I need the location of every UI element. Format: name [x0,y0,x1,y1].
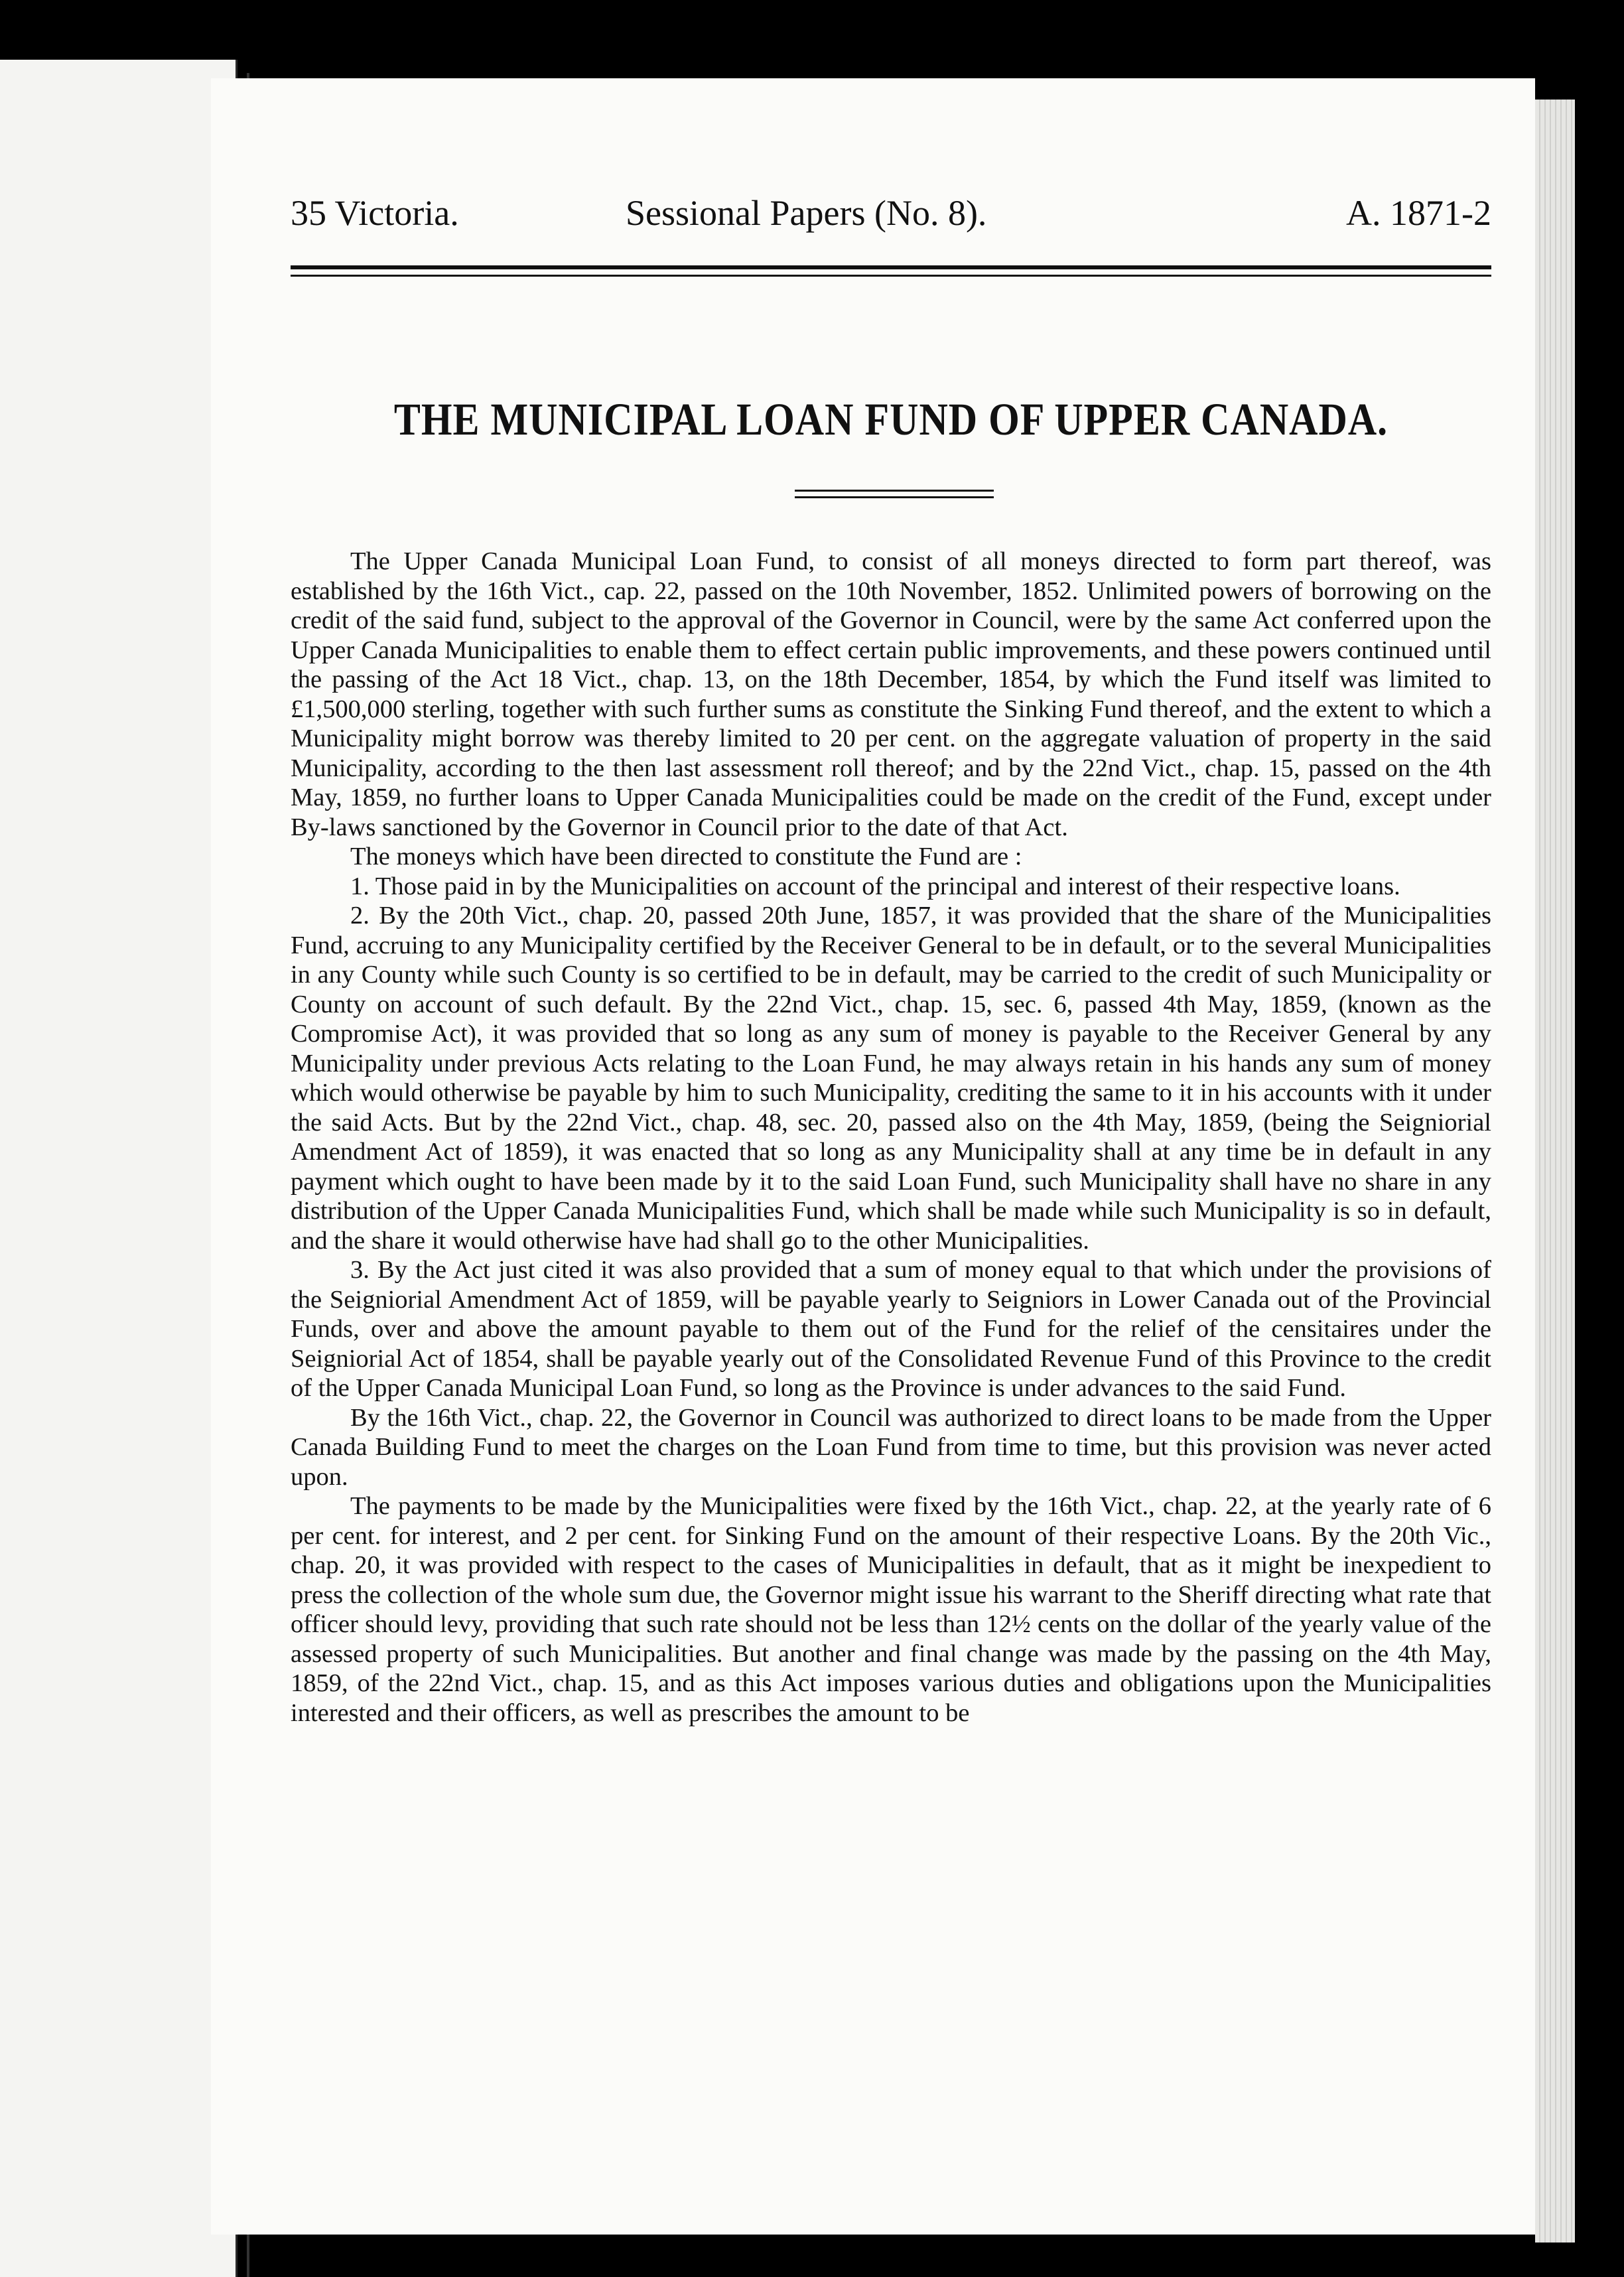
header-rule-thin [291,275,1491,277]
facing-page-edge [0,60,237,2277]
paragraph: 2. By the 20th Vict., chap. 20, passed 20th June, 1857, it was provided that the share of the Municipalities Fund, accruing to any Municipality certified by the Receiver General to be in default, or to the several Municipalities in any County while such County is so certified to be in default, may be carried to the credit of such Municipality or County on account of such default. By the 22nd Vict., chap. 15, sec. 6, passed 4th May, 1859, (known as the Compromise Act), it was provided that so long as any sum of money is payable to the Receiver General by any Municipality under previous Acts relating to the Loan Fund, he may always retain in his hands any sum of money which would otherwise be payable by him to such Municipality, crediting the same to it in his accounts with it under the said Acts. But by the 22nd Vict., chap. 48, sec. 20, passed also on the 4th May, 1859, (being the Seigniorial Amendment Act of 1859), it was enacted that so long as any Municipality shall at any time be in default in any payment which ought to have been made by it to the said Loan Fund, such Municipality shall have no share in any distribution of the Upper Canada Municipalities Fund, which shall be made while such Municipality is so in default, and the share it would otherwise have had shall go to the other Municipalities. [291,902,1491,1255]
header-volume: 35 Victoria. [291,193,459,233]
paragraph: 1. Those paid in by the Municipalities on account of the principal and interest of their respective loans. [350,872,1400,900]
page-stack-edges [1535,100,1575,2242]
paragraph: The Upper Canada Municipal Loan Fund, to consist of all moneys directed to form part thereof, was established by the 16th Vict., cap. 22, passed on the 10th November, 1852. Unlimited powers of borrowing on the credit of the said fund, subject to the approval of the Governor in Council, were by the same Act conferred upon the Upper Canada Municipalities to enable them to effect certain public improvements, and these powers continued until the passing of the Act 18 Vict., chap. 13, on the 18th December, 1854, by which the Fund itself was limited to £1,500,000 sterling, together with such further sums as constitute the Sinking Fund thereof, and the extent to which a Municipality might borrow was thereby limited to 20 per cent. on the aggregate valuation of property in the said Municipality, according to the then last assessment roll thereof; and by the 22nd Vict., chap. 15, passed on the 4th May, 1859, no further loans to Upper Canada Municipalities could be made on the credit of the Fund, except under By-laws sanctioned by the Governor in Council prior to the date of that Act. [291,547,1491,841]
paragraph: 3. By the Act just cited it was also provided that a sum of money equal to that which under the provisions of the Seigniorial Amendment Act of 1859, will be payable yearly to Seigniors in Lower Canada out of the Provincial Funds, over and above the amount payable to them out of the Fund for the relief of the censitaires under the Seigniorial Act of 1854, shall be payable yearly out of the Consolidated Revenue Fund of this Province to the credit of the Upper Canada Municipal Loan Fund, so long as the Province is under advances to the said Fund. [291,1256,1491,1402]
paragraph: The moneys which have been directed to constitute the Fund are : [350,843,1022,870]
title-rule [795,490,994,492]
header-rule-thick [291,265,1491,269]
paragraph: By the 16th Vict., chap. 22, the Governor in Council was authorized to direct loans to be made from the Upper Canada Building Fund to meet the charges on the Loan Fund from time to time, but this provision was never acted upon. [291,1403,1491,1491]
title-rule [795,496,994,498]
paragraph: The payments to be made by the Municipalities were fixed by the 16th Vict., chap. 22, at the yearly rate of 6 per cent. for interest, and 2 per cent. for Sinking Fund on the amount of their respective Loans. By the 20th Vic., chap. 20, it was provided with respect to the cases of Municipalities in default, that as it might be inexpedient to press the collection of the whole sum due, the Governor might issue his warrant to the Sheriff directing what rate that officer should levy, providing that such rate should not be less than 12½ cents on the dollar of the yearly value of the assessed property of such Municipalities. But another and final change was made by the passing on the 4th May, 1859, of the 22nd Vict., chap. 15, and as this Act imposes various duties and obligations upon the Municipalities interested and their officers, as well as prescribes the amount to be [291,1492,1491,1727]
header-sessional-papers: Sessional Papers (No. 8). [626,193,987,233]
document-page [211,78,1535,2235]
page-title: THE MUNICIPAL LOAN FUND OF UPPER CANADA. [393,393,1388,445]
running-header [291,192,1491,252]
header-year: A. 1871-2 [1346,193,1491,233]
body-text [291,547,1491,1728]
